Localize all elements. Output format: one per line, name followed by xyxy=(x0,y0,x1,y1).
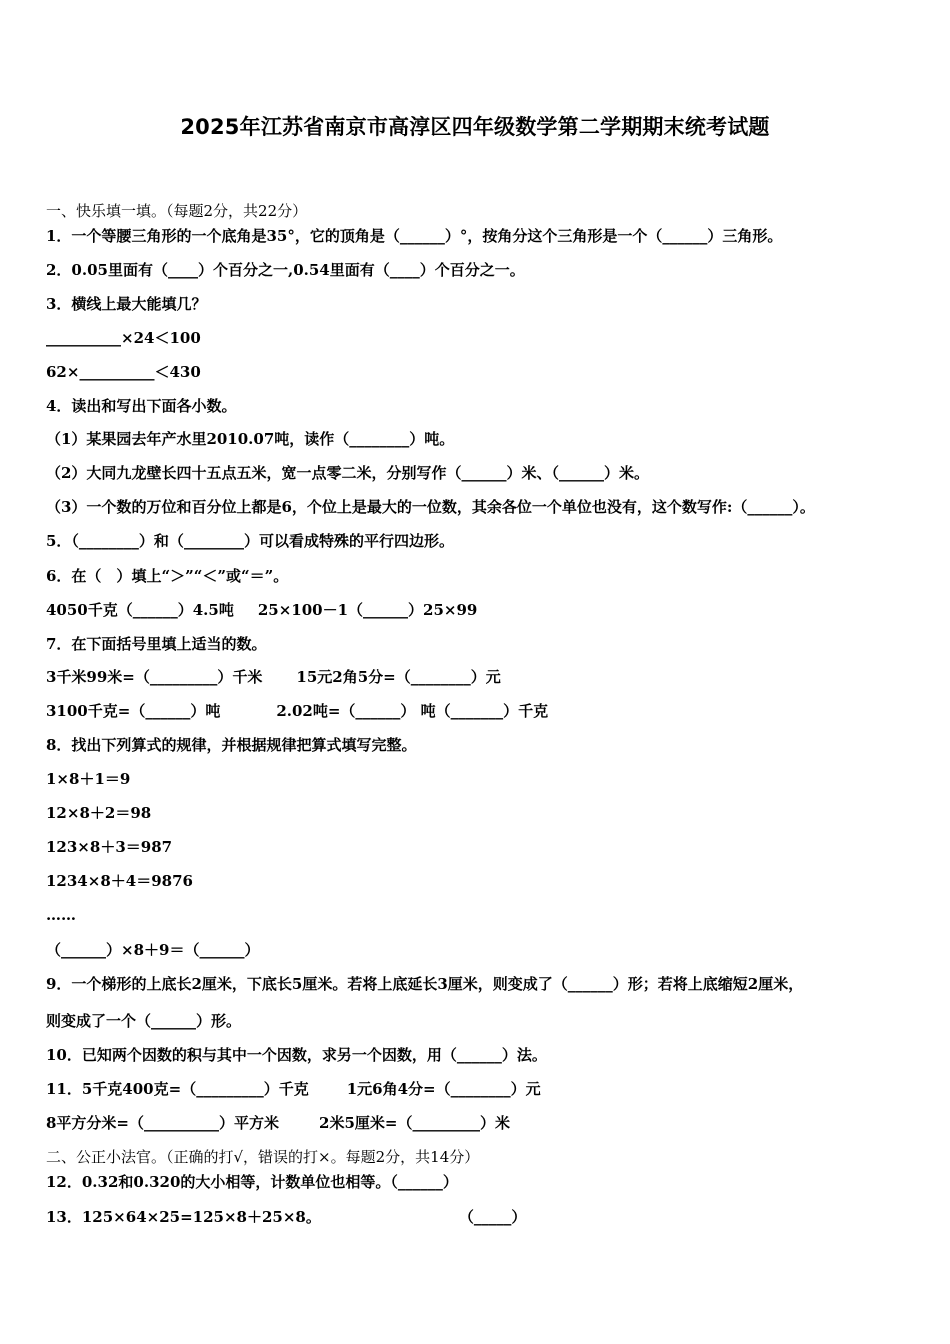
question-8: 8．找出下列算式的规律，并根据规律把算式填写完整。 xyxy=(46,736,417,754)
question-4-part-1: （1）某果园去年产水里2010.07吨，读作（________）吨。 xyxy=(46,430,455,448)
question-8-formula-4: 1234×8＋4＝9876 xyxy=(46,872,193,890)
question-13 xyxy=(46,1207,526,1227)
question-7-item-4: 2.02吨=（______） 吨（_______）千克 xyxy=(276,702,549,720)
question-11-line-a xyxy=(46,1079,541,1099)
question-3: 3．横线上最大能填几？ xyxy=(46,295,207,313)
question-3-line-b: 62×__________＜430 xyxy=(46,363,201,381)
question-11-line-b xyxy=(46,1113,510,1133)
question-1: 1．一个等腰三角形的一个底角是35°，它的顶角是（______）°，按角分这个三角形是一个（______）三角形。 xyxy=(46,227,783,245)
question-7-item-3: 3100千克=（______）吨 xyxy=(46,702,221,720)
question-11-item-3: 8平方分米=（__________）平方米 xyxy=(46,1114,280,1132)
question-8-ellipsis: …… xyxy=(46,906,76,924)
question-7-item-1: 3千米99米=（_________）千米 xyxy=(46,668,263,686)
question-8-formula-3: 123×8＋3＝987 xyxy=(46,838,173,856)
question-6-line xyxy=(46,600,477,620)
question-5: 5．（________）和（________）可以看成特殊的平行四边形。 xyxy=(46,532,454,550)
question-9: 9．一个梯形的上底长2厘米，下底长5厘米。若将上底延长3厘米，则变成了（______）形；若将上底缩短2厘米， xyxy=(46,975,804,993)
question-7-line-b xyxy=(46,701,548,721)
question-11-item-2: 1元6角4分=（________）元 xyxy=(346,1080,541,1098)
question-4-part-3: （3）一个数的万位和百分位上都是6，个位上是最大的一位数，其余各位一个单位也没有，这个数写作:（______）。 xyxy=(46,498,815,516)
question-11-item-1: 11．5千克400克=（_________）千克 xyxy=(46,1080,309,1098)
question-7-line-a xyxy=(46,667,501,687)
question-12: 12．0.32和0.320的大小相等，计数单位也相等。（______） xyxy=(46,1173,458,1191)
question-8-blank: （______）×8＋9＝（______） xyxy=(46,941,260,959)
page-title: 2025年江苏省南京市高淳区四年级数学第二学期期末统考试题 xyxy=(180,115,770,139)
section-heading-1: 一、快乐填一填。（每题2分，共22分） xyxy=(46,202,308,220)
question-13-blank: （_____） xyxy=(458,1208,527,1226)
question-10: 10．已知两个因数的积与其中一个因数，求另一个因数，用（______）法。 xyxy=(46,1046,547,1064)
question-8-formula-1: 1×8＋1＝9 xyxy=(46,770,131,788)
question-6: 6．在（ ）填上“＞”“＜”或“＝”。 xyxy=(46,567,289,585)
question-4-part-2: （2）大同九龙壁长四十五点五米，宽一点零二米，分别写作（______）米、（______）米。 xyxy=(46,464,649,482)
question-13-text: 13．125×64×25=125×8＋25×8。 xyxy=(46,1208,321,1226)
question-2: 2．0.05里面有（____）个百分之一,0.54里面有（____）个百分之一。 xyxy=(46,261,525,279)
question-3-line-a: __________×24＜100 xyxy=(46,329,201,347)
question-6-item-1: 4050千克（______）4.5吨 xyxy=(46,601,234,619)
question-8-formula-2: 12×8＋2＝98 xyxy=(46,804,152,822)
section-heading-2: 二、公正小法官。（正确的打√，错误的打×。每题2分，共14分） xyxy=(46,1148,480,1166)
question-6-item-2: 25×100－1（______）25×99 xyxy=(257,601,478,619)
question-9-continued: 则变成了一个（______）形。 xyxy=(46,1012,242,1030)
question-7: 7．在下面括号里填上适当的数。 xyxy=(46,635,267,653)
question-7-item-2: 15元2角5分=（________）元 xyxy=(296,668,501,686)
question-4: 4．读出和写出下面各小数。 xyxy=(46,397,237,415)
question-11-item-4: 2米5厘米=（_________）米 xyxy=(319,1114,510,1132)
